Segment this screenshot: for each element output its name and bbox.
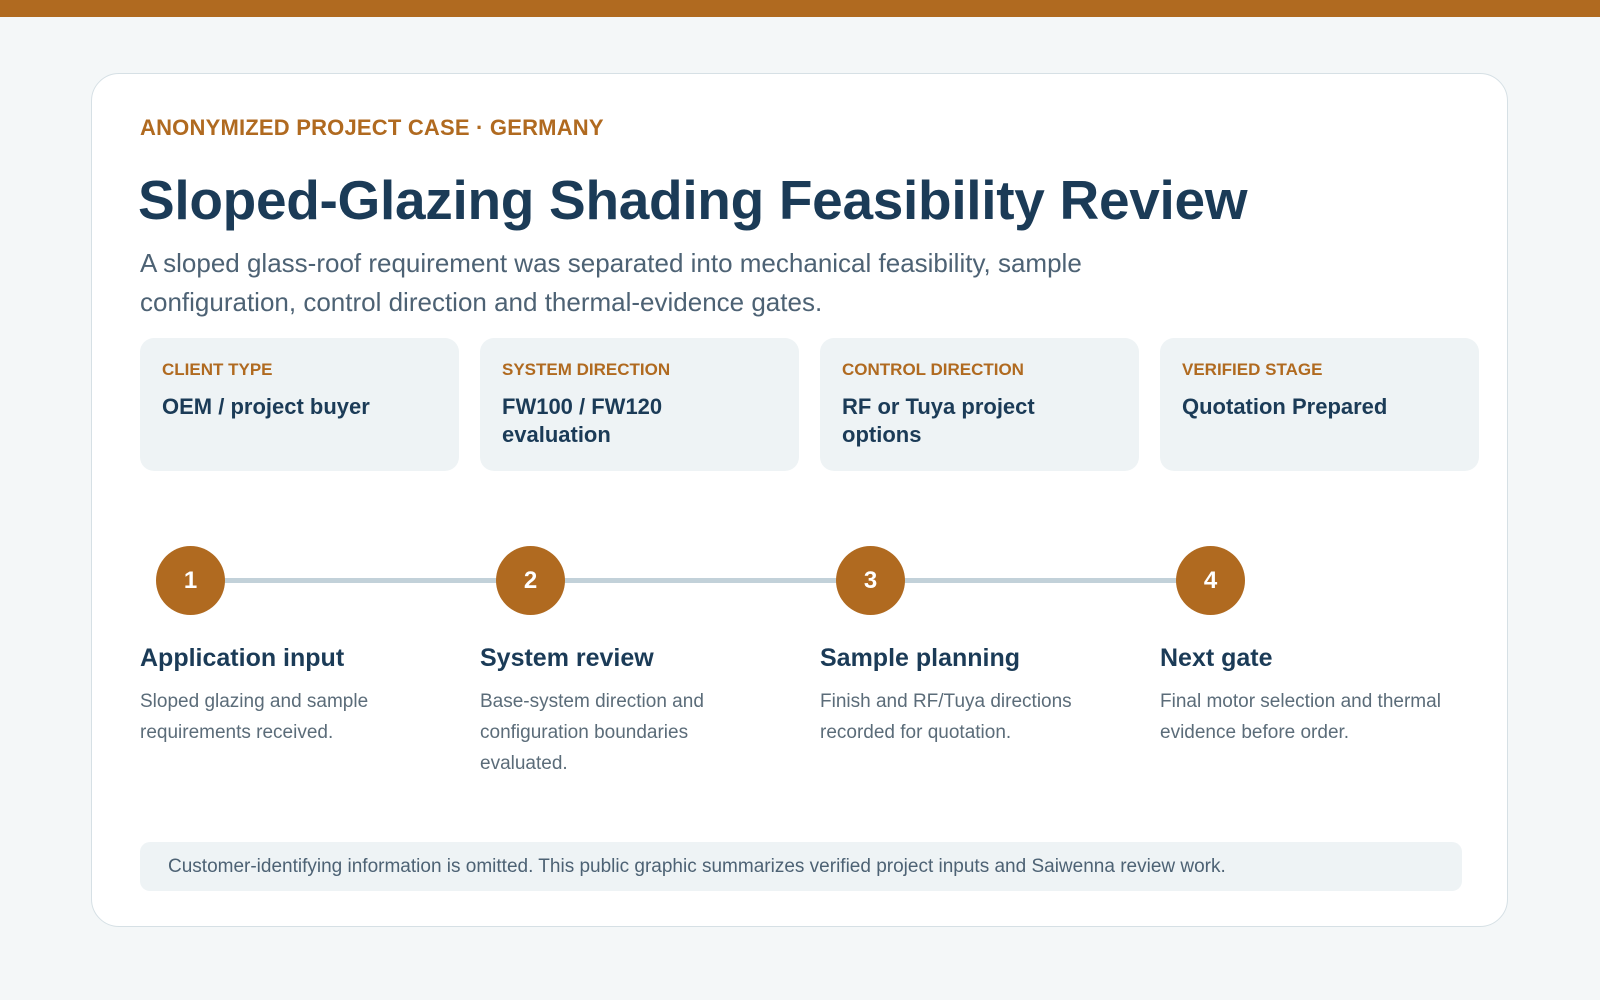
step-title: System review (480, 644, 654, 672)
step-description: Final motor selection and thermal evidence before order. (1160, 691, 1441, 743)
page-title: Sloped-Glazing Shading Feasibility Review (138, 169, 1248, 231)
step-number-badge: 1 (156, 546, 225, 615)
step-number-badge: 4 (1176, 546, 1245, 615)
info-card-client-type (140, 338, 459, 471)
info-label: VERIFIED STAGE (1182, 360, 1323, 379)
info-card-verified-stage (1160, 338, 1479, 471)
info-card-control-direction (820, 338, 1139, 471)
info-label: SYSTEM DIRECTION (502, 360, 671, 379)
step-title: Next gate (1160, 644, 1273, 672)
info-label: CONTROL DIRECTION (842, 360, 1024, 379)
info-value: Quotation Prepared (1182, 394, 1388, 419)
step-description: Sloped glazing and sample requirements received. (140, 691, 369, 743)
step-number-badge: 2 (496, 546, 565, 615)
info-value: OEM / project buyer (162, 394, 370, 419)
step-number-badge: 3 (836, 546, 905, 615)
page-subtitle: A sloped glass-roof requirement was separated into mechanical feasibility, sample configuration, control direction and thermal-evidence gates. (140, 248, 1082, 317)
step-title: Application input (140, 644, 345, 672)
info-label: CLIENT TYPE (162, 360, 273, 379)
timeline-connector (190, 578, 1210, 583)
step-description: Base-system direction and configuration boundaries evaluated. (480, 691, 704, 774)
info-value: RF or Tuya project options (842, 394, 1035, 447)
step-title: Sample planning (820, 644, 1021, 672)
info-value: FW100 / FW120 evaluation (502, 394, 663, 447)
info-card-system-direction (480, 338, 799, 471)
privacy-footnote: Customer-identifying information is omitted. This public graphic summarizes verified project inputs and Saiwenna review work. (140, 842, 1462, 891)
top-accent-bar (0, 0, 1600, 17)
step-description: Finish and RF/Tuya directions recorded for quotation. (820, 691, 1072, 743)
case-eyebrow: ANONYMIZED PROJECT CASE · GERMANY (140, 115, 604, 140)
